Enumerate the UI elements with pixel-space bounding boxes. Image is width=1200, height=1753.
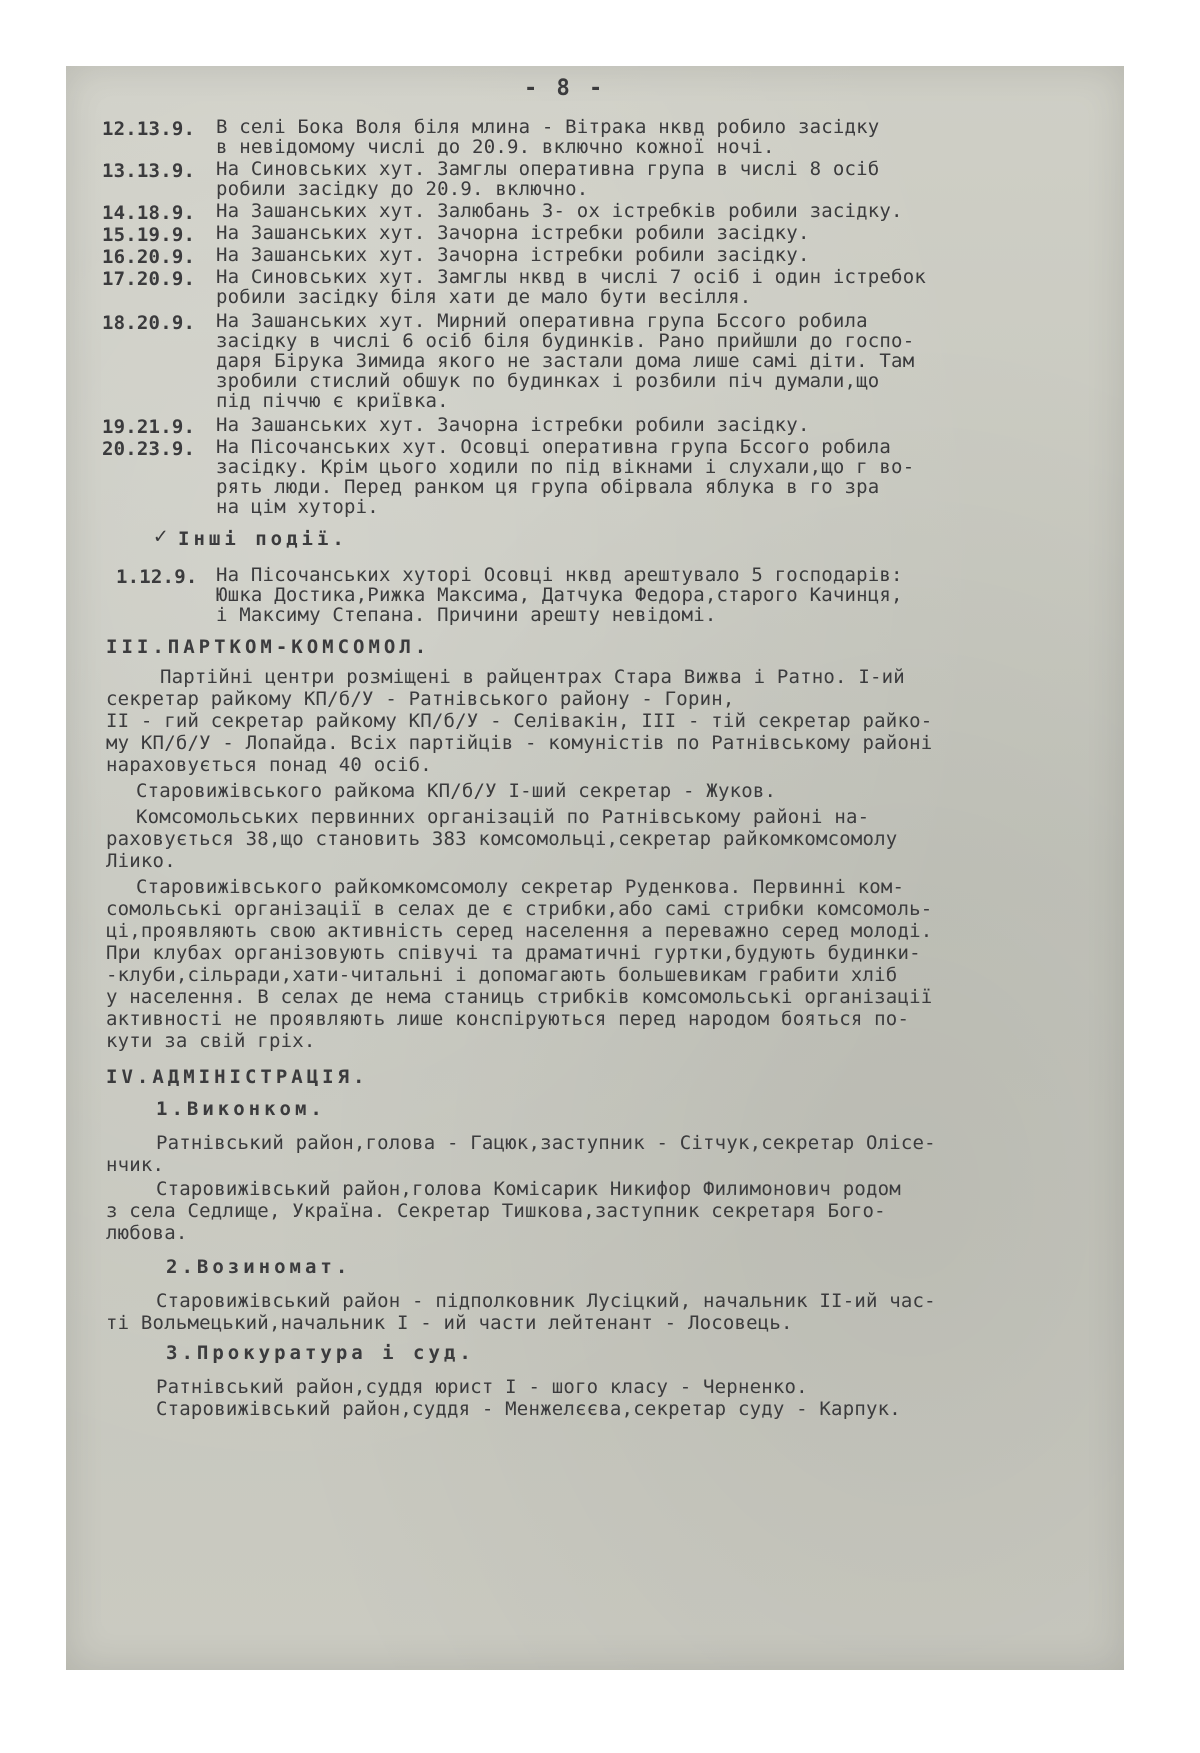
event-text: Юшка Достика,Рижка Максима, Датчука Федора,старого Качинця, [216,584,903,606]
event-text: даря Бірука Зимида якого не застали дома лише самі діти. Там [216,350,915,372]
event-text: На Зашанських хут. Залюбань 3- ох істребків робили засідку. [216,200,903,222]
paragraph-line: II - гий секретар райкому КП/б/У - Селівакін, III - тій секретар райко- [106,710,933,732]
event-text: На Зашанських хут. Зачорна істребки робили засідку. [216,414,810,436]
paragraph-line: -клуби,сільради,хати-читальні і допомагають большевикам грабити хліб [106,964,898,986]
event-text: робили засідку біля хати де мало бути весілля. [216,286,752,308]
event-date: 1.12.9. [116,566,198,588]
section-heading-partkom: III.ПАРТКОМ-КОМСОМОЛ. [106,636,431,658]
event-text: в невідомому числі до 20.9. включно кожної ночі. [216,136,775,158]
event-date: 17.20.9. [102,268,196,290]
event-text: На Синовських хут. Замглы оперативна група в числі 8 осіб [216,158,880,180]
paragraph-line: нараховується понад 40 осіб. [106,754,432,776]
event-date: 18.20.9. [102,312,196,334]
event-text: В селі Бока Воля біля млина - Вітрака нквд робило засідку [216,116,880,138]
section-heading-administration: IV.АДМІНІСТРАЦІЯ. [106,1066,369,1088]
paragraph-line: Старовижівського райкома КП/б/У І-ший секретар - Жуков. [136,780,777,802]
event-date: 12.13.9. [102,118,196,140]
event-date: 20.23.9. [102,438,196,460]
paragraph-line: Старовижівський район - підполковник Лусіцкий, начальник II-ий час- [156,1290,936,1312]
event-text: На Пісочанських хут. Осовці оперативна група Бссого робила [216,436,892,458]
event-text: робили засідку до 20.9. включно. [216,178,589,200]
paragraph-line: му КП/б/У - Лопайда. Всіх партійців - комуністів по Ратнівському районі [106,732,933,754]
event-date: 15.19.9. [102,224,196,246]
document-page [66,66,1124,1670]
subheading-prokuratura: 3.Прокуратура і суд. [166,1342,475,1364]
event-text: На Зашанських хут. Зачорна істребки робили засідку. [216,222,810,244]
event-text: на цім хуторі. [216,496,379,518]
paragraph-line: раховується 38,що становить 383 комсомольці,секретар райкомкомсомолу [106,828,898,850]
event-date: 14.18.9. [102,202,196,224]
paragraph-line: Старовижівський район,голова Комісарик Никифор Филимонович родом [156,1178,901,1200]
event-date: 13.13.9. [102,160,196,182]
paragraph-line: ці,проявляють свою активність серед населення а переважно серед молоді. [106,920,933,942]
document-text [66,66,1124,1670]
event-text: На Зашанських хут. Зачорна істребки робили засідку. [216,244,810,266]
event-text: На Зашанських хут. Мирний оперативна група Бссого робила [216,310,868,332]
paragraph-line: з села Седлище, Україна. Секретар Тишкова,заступник секретаря Бого- [106,1200,886,1222]
paragraph-line: сомольські організації в селах де є стрибки,або самі стрибки комсомоль- [106,898,933,920]
paragraph-line: ті Вольмецький,начальник І - ий части лейтенант - Лосовець. [106,1312,793,1334]
subheading-voenkomat: 2.Возиномат. [166,1256,352,1278]
section-heading-other-events: Інші події. [178,528,348,550]
paragraph-line: любова. [106,1222,188,1244]
event-text: під піччю є криївка. [216,390,449,412]
subheading-vykonkom: 1.Виконком. [156,1098,326,1120]
event-text: засідку в числі 6 осіб біля будинків. Рано прийшли до госпо- [216,330,915,352]
event-text: рять люди. Перед ранком ця група обірвала яблука в го зра [216,476,880,498]
paragraph-line: секретар райкому КП/б/У - Ратнівського району - Горин, [106,688,735,710]
paragraph-line: Ліико. [106,850,176,872]
event-date: 16.20.9. [102,246,196,268]
paragraph-line: При клубах організовують співучі та драматичні гуртки,будують будинки- [106,942,921,964]
event-text: і Максиму Степана. Причини арешту невідомі. [216,604,717,626]
event-text: засідку. Крім цього ходили по під вікнами і слухали,що г во- [216,456,915,478]
paragraph-line: Партійні центри розміщені в райцентрах Стара Вижва і Ратно. І-ий [160,666,905,688]
event-text: зробили стислий обшук по будинках і розбили піч думали,що [216,370,880,392]
paragraph-line: Комсомольських первинних організацій по Ратнівському районі на- [136,806,870,828]
paragraph-line: нчик. [106,1154,165,1176]
page-number: - 8 - [524,78,606,100]
paragraph-line: кути за свій гріх. [106,1030,316,1052]
paragraph-line: Старовижівський район,суддя - Менжелєєва,секретар суду - Карпук. [156,1398,901,1420]
paragraph-line: Ратнівський район,суддя юрист I - шого класу - Черненко. [156,1376,808,1398]
event-text: На Синовських хут. Замглы нквд в числі 7 осіб і один істребок [216,266,926,288]
paragraph-line: активності не проявляють лише конспіруються перед народом бояться по- [106,1008,910,1030]
event-date: 19.21.9. [102,416,196,438]
paragraph-line: Старовижівського райкомкомсомолу секретар Руденкова. Первинні ком- [136,876,905,898]
event-text: На Пісочанських хуторі Осовці нквд арештувало 5 господарів: [216,564,903,586]
paragraph-line: у населення. В селах де нема станиць стрибків комсомольські організації [106,986,933,1008]
check-mark-icon: ✓ [154,526,168,548]
paragraph-line: Ратнівський район,голова - Гацюк,заступник - Сітчук,секретар Олісе- [156,1132,936,1154]
